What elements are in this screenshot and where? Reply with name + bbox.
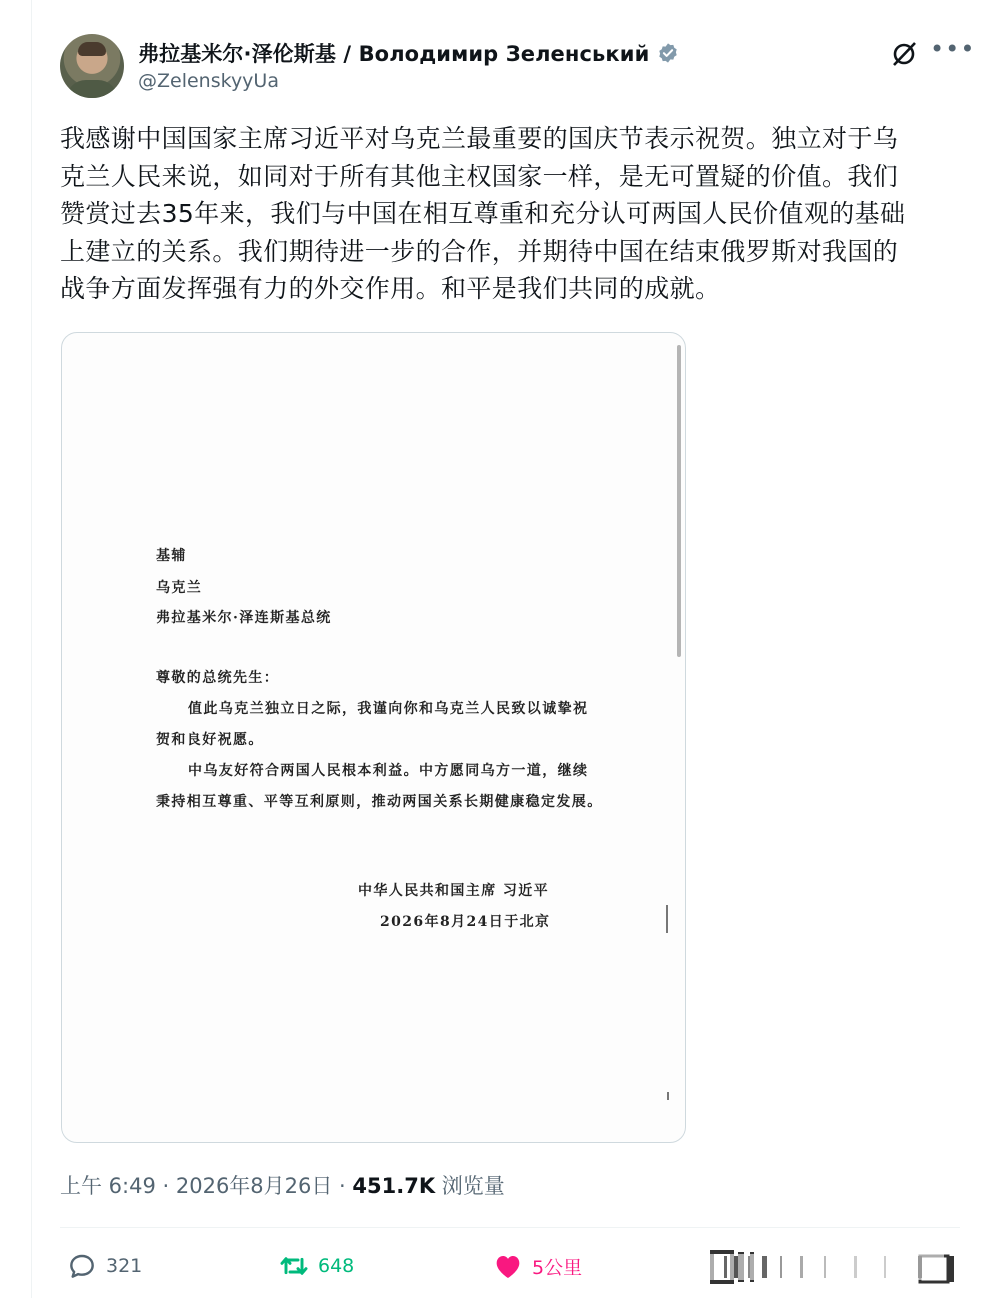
reply-count: 321: [106, 1255, 143, 1277]
retweet-icon: [278, 1250, 310, 1282]
avatar[interactable]: [60, 34, 124, 98]
tweet-time[interactable]: 上午 6:49 · 2026年8月26日 ·: [60, 1174, 353, 1198]
letter-paragraph-1-cont: 贺和良好祝愿。: [156, 732, 264, 748]
scan-mark: [666, 905, 668, 933]
letter-date: 2026年8月24日于北京: [380, 914, 551, 930]
retweet-button[interactable]: [278, 1250, 354, 1282]
letter-paragraph-2: 中乌友好符合两国人民根本利益。中方愿同乌方一道，继续: [188, 763, 589, 779]
image-scrollbar: [677, 345, 681, 657]
overlay-artifact: [704, 1254, 944, 1280]
letter-address-country: 乌克兰: [156, 580, 203, 596]
grok-icon[interactable]: [890, 40, 918, 68]
letter-signature: 中华人民共和国主席 习近平: [358, 883, 550, 899]
letter-address-city: 基辅: [156, 548, 187, 564]
like-count: 5公里: [532, 1256, 583, 1279]
more-icon[interactable]: •••: [930, 35, 976, 63]
tweet-meta: [60, 1170, 505, 1200]
reply-icon: [66, 1250, 98, 1282]
reply-button[interactable]: [66, 1250, 142, 1282]
letter-address-recipient: 弗拉基米尔·泽连斯基总统: [156, 610, 332, 626]
author-name-line: [138, 38, 679, 68]
author-handle[interactable]: @ZelenskyyUa: [138, 70, 279, 92]
verified-badge-icon[interactable]: [657, 42, 679, 64]
like-button[interactable]: [492, 1250, 582, 1282]
heart-icon: [492, 1250, 524, 1282]
avatar-hair: [78, 42, 106, 56]
author-display-name[interactable]: 弗拉基米尔·泽伦斯基 / Володимир Зеленський: [138, 42, 650, 66]
letter-paragraph-1: 值此乌克兰独立日之际，我谨向你和乌克兰人民致以诚挚祝: [188, 701, 589, 717]
avatar-shirt: [66, 80, 118, 98]
tweet-text: 我感谢中国国家主席习近平对乌克兰最重要的国庆节表示祝贺。独立对于乌 克兰人民来说，如同对于所有其他主权国家一样，是无可置疑的价值。我们 赞赏过去35年来，我们与中国在相互尊重和充分认可两国人民价值观的基础 上建立的关系。我们期待进一步的合作，并期待中国在结束俄罗斯对我国的 战争方面发挥强有力的外交作用。和平是我们共同的成就。: [60, 124, 906, 303]
views-label: 浏览量: [435, 1174, 505, 1198]
letter-salutation: 尊敬的总统先生：: [156, 670, 280, 686]
media-image[interactable]: [61, 332, 686, 1143]
column-border: [31, 0, 32, 1298]
views-count: 451.7K: [352, 1174, 436, 1198]
letter-paragraph-2-cont: 秉持相互尊重、平等互利原则，推动两国关系长期健康稳定发展。: [156, 794, 603, 810]
retweet-count: 648: [318, 1255, 355, 1277]
tweet-header: [60, 30, 976, 102]
divider: [60, 1227, 960, 1228]
scan-mark: [667, 1092, 669, 1100]
